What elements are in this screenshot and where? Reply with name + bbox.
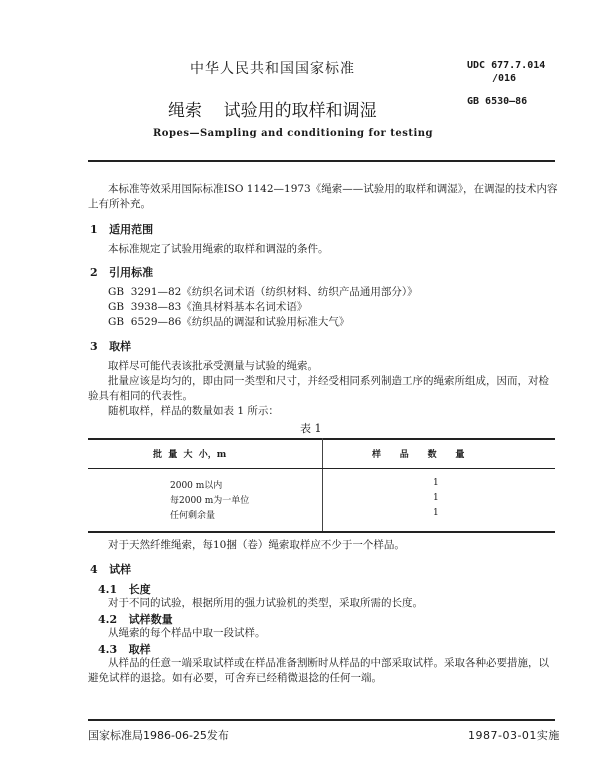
section-4-2-text: 从绳索的每个样品中取一段试样。 — [108, 627, 266, 639]
table-row: 任何剩余量 — [170, 511, 216, 521]
national-standard-title: 中华人民共和国国家标准 — [190, 61, 355, 77]
section-4-heading: 4 试样 — [90, 563, 132, 576]
section-4-3-heading: 4.3 取样 — [98, 643, 151, 656]
section-4-3-line-1: 从样品的任意一端采取试样或在样品准备割断时从样品的中部采取试样。采取各种必要措施，以 — [108, 657, 549, 669]
table-column-divider — [322, 438, 323, 533]
section-4-2-heading: 4.2 试样数量 — [98, 613, 173, 626]
section-3-heading: 3 取样 — [90, 340, 132, 353]
udc-code-suffix: /016 — [492, 73, 517, 84]
effective-date: 1987-03-01实施 — [468, 729, 560, 742]
table-bottom-rule — [88, 531, 555, 533]
table-row: 每2000 m为一单位 — [170, 496, 250, 506]
footer-divider — [88, 719, 555, 721]
section-3-para-3: 随机取样，样品的数量如表 1 所示： — [108, 405, 279, 417]
section-3-para-2-line-2: 验具有相同的代表性。 — [88, 390, 193, 402]
section-2-heading: 2 引用标准 — [90, 266, 154, 279]
reference-item: GB 3291—82《纺织名词术语（纺织材料、纺织产品通用部分）》 — [108, 286, 418, 298]
intro-line-1: 本标准等效采用国际标准ISO 1142—1973《绳索——试验用的取样和调湿》，在调湿的技术内容 — [108, 183, 558, 195]
section-3-para-1: 取样尽可能代表该批承受测量与试验的绳索。 — [108, 360, 318, 372]
reference-item: GB 6529—86《纺织品的调湿和试验用标准大气》 — [108, 316, 350, 328]
table-header-sample-count: 样 品 数 量 — [372, 450, 465, 460]
table-row: 2000 m以内 — [170, 481, 223, 491]
header-divider — [88, 160, 555, 162]
section-4-3-line-2: 避免试样的退捻。如有必要，可舍弃已经稍微退捻的任何一端。 — [88, 672, 382, 684]
table-row-count: 1 — [433, 508, 439, 518]
intro-line-2: 上有所补充。 — [88, 198, 151, 210]
table-row-count: 1 — [433, 493, 439, 503]
section-4-1-text: 对于不同的试验，根据所用的强力试验机的类型，采取所需的长度。 — [108, 597, 423, 609]
english-title: Ropes—Sampling and conditioning for testing — [153, 128, 434, 139]
document-title: 绳索 试验用的取样和调湿 — [168, 101, 377, 121]
section-1-heading: 1 适用范围 — [90, 223, 154, 236]
section-4-1-heading: 4.1 长度 — [98, 583, 151, 596]
table-header-batch-size: 批 量 大 小，m — [153, 450, 227, 460]
table-row-count: 1 — [433, 478, 439, 488]
gb-code: GB 6530—86 — [467, 96, 528, 107]
reference-item: GB 3938—83《渔具材料基本名词术语》 — [108, 301, 308, 313]
after-table-text: 对于天然纤维绳索，每10捆（卷）绳索取样应不少于一个样品。 — [108, 539, 405, 551]
udc-code: UDC 677.7.014 — [467, 60, 546, 71]
issue-date: 国家标准局1986-06-25发布 — [88, 729, 229, 742]
section-3-para-2-line-1: 批量应该是均匀的，即由同一类型和尺寸，并经受相同系列制造工序的绳索所组成，因而，对检 — [108, 375, 549, 387]
section-1-text: 本标准规定了试验用绳索的取样和调湿的条件。 — [108, 243, 329, 255]
table-header-rule — [88, 468, 555, 469]
table-caption: 表 1 — [300, 422, 322, 435]
